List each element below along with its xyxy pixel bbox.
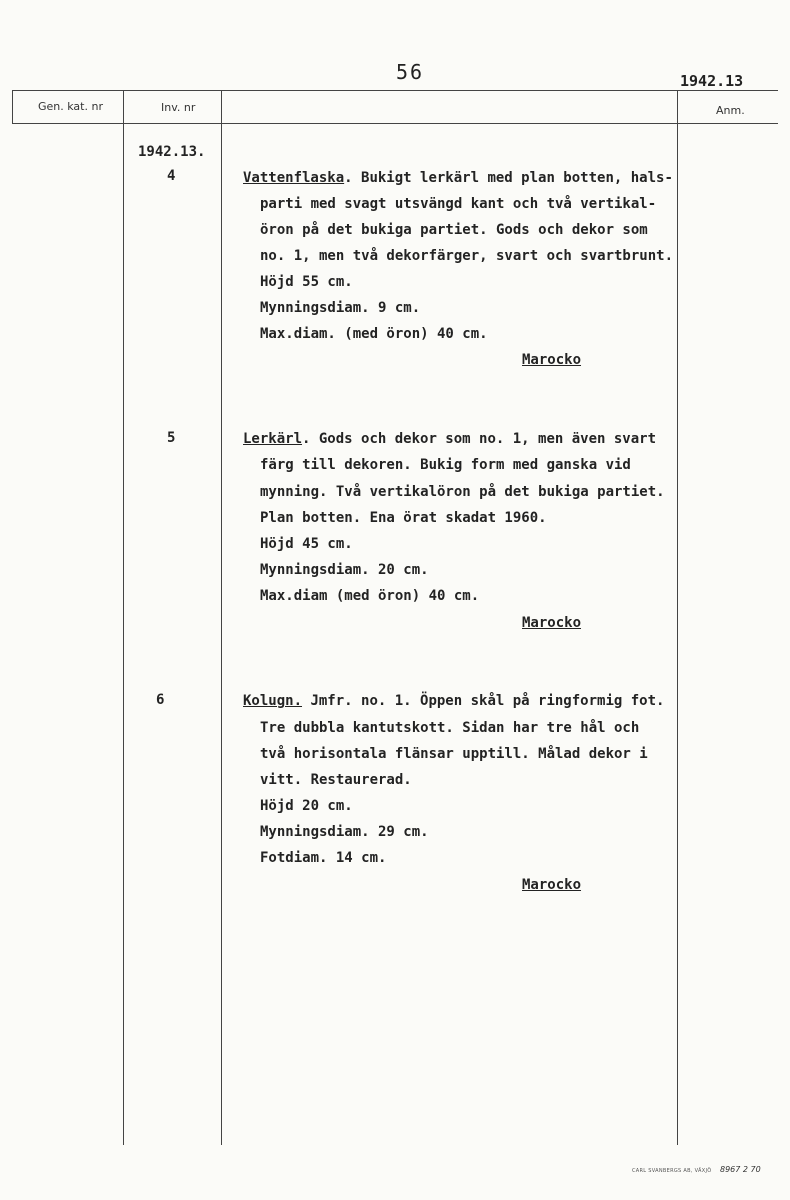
entry-text-line: två horisontala flänsar upptill. Målad dekor i (260, 746, 648, 762)
column-header-anm: Anm. (716, 104, 745, 117)
entry-text-line: Max.diam (med öron) 40 cm. (260, 588, 480, 604)
entry-text-line (243, 170, 673, 186)
column-header-inv-nr: Inv. nr (161, 101, 196, 114)
entry-text-line (243, 431, 656, 447)
entry-text-line: Max.diam. (med öron) 40 cm. (260, 326, 488, 342)
entry-number: 6 (156, 692, 165, 708)
entry-origin: Marocko (522, 615, 582, 631)
entry-origin: Marocko (522, 352, 582, 368)
entry-text-line: no. 1, men två dekorfärger, svart och svartbrunt. (260, 248, 674, 264)
gen-kat-column-rule (123, 90, 124, 1145)
printer-imprint: CARL SVANBERGS AB, VÄXJÖ (632, 1168, 712, 1174)
entry-text-line: Plan botten. Ena örat skadat 1960. (260, 510, 547, 526)
entry-text-line: mynning. Två vertikalöron på det bukiga partiet. (260, 484, 665, 500)
entry-text-line: Tre dubbla kantutskott. Sidan har tre hål och (260, 720, 640, 736)
entry-text-line: Mynningsdiam. 9 cm. (260, 300, 421, 316)
entry-title: Vattenflaska (243, 170, 345, 186)
entry-text-line: Fotdiam. 14 cm. (260, 850, 387, 866)
entry-text-line: parti med svagt utsvängd kant och två vertikal- (260, 196, 657, 212)
entry-text: Jmfr. no. 1. Öppen skål på ringformig fot. (302, 693, 665, 709)
entry-text-line: färg till dekoren. Bukig form med ganska vid (260, 457, 631, 473)
header-top-rule (12, 90, 778, 91)
form-code: 8967 2 70 (720, 1165, 761, 1174)
entry-text: . Bukigt lerkärl med plan botten, hals- (344, 170, 673, 186)
entry-text-line: Höjd 55 cm. (260, 274, 353, 290)
entry-text-line: Mynningsdiam. 20 cm. (260, 562, 429, 578)
entry-number: 5 (167, 430, 176, 446)
entry-origin: Marocko (522, 877, 582, 893)
entry-text-line (243, 693, 664, 709)
entry-title: Lerkärl (243, 431, 303, 447)
column-header-gen-kat-nr: Gen. kat. nr (38, 100, 103, 113)
anm-column-rule (677, 90, 678, 1145)
left-border-rule (12, 90, 13, 124)
entry-text: . Gods och dekor som no. 1, men även svart (302, 431, 657, 447)
entry-text-line: Höjd 45 cm. (260, 536, 353, 552)
entry-text-line: vitt. Restaurerad. (260, 772, 412, 788)
page-number: 56 (396, 60, 425, 84)
entry-text-line: Höjd 20 cm. (260, 798, 353, 814)
inv-column-rule (221, 90, 222, 1145)
entry-number: 4 (167, 168, 176, 184)
entry-title: Kolugn. (243, 693, 303, 709)
header-bottom-rule (12, 123, 778, 124)
header-accession-number: 1942.13 (680, 72, 744, 90)
group-accession-number: 1942.13. (138, 144, 206, 160)
entry-text-line: öron på det bukiga partiet. Gods och dekor som (260, 222, 648, 238)
entry-text-line: Mynningsdiam. 29 cm. (260, 824, 429, 840)
